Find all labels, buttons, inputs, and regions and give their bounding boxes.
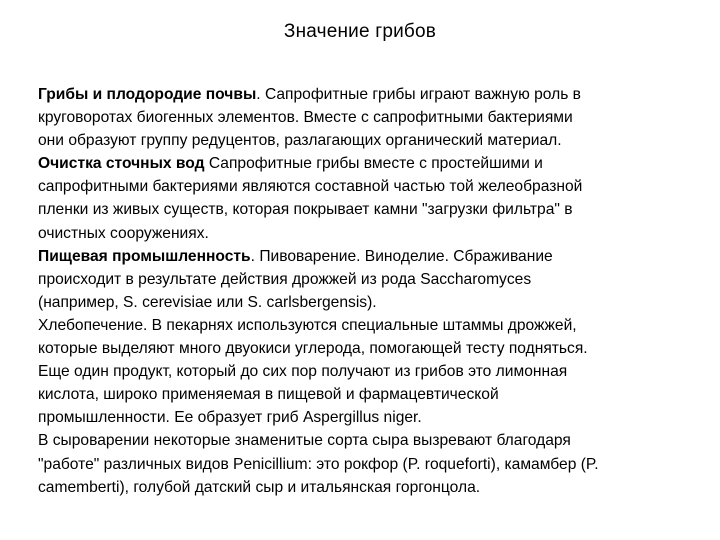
text-line: они образуют группу редуцентов, разлагающих органический материал. [38, 132, 562, 150]
text-line: Хлебопечение. В пекарнях используются специальные штаммы дрожжей, [38, 316, 577, 334]
slide-title: Значение грибов [283, 21, 437, 42]
slide-body [38, 83, 710, 499]
text-line: которые выделяют много двуокиси углерода, помогающей тесту подняться. [38, 340, 588, 358]
heading-food-industry: Пищевая промышленность [38, 247, 251, 265]
text-line: промышленности. Ее образует гриб Aspergillus niger. [38, 409, 422, 427]
text-line [38, 152, 710, 175]
text-line: пленки из живых существ, которая покрывает камни "загрузки фильтра" в [38, 201, 573, 219]
heading-soil-fertility: Грибы и плодородие почвы [38, 86, 257, 103]
text-line: кислота, широко применяемая в пищевой и фармацевтической [38, 386, 499, 404]
text-line [38, 83, 710, 106]
text-line: сапрофитными бактериями являются составной частью той желеобразной [38, 178, 583, 196]
heading-wastewater: Очистка сточных вод [38, 155, 205, 173]
text-line: очистных сооружениях. [38, 224, 209, 242]
text-line: camemberti), голубой датский сыр и итальянская горгонцола. [38, 478, 481, 496]
text-fragment: . Пивоварение. Виноделие. Сбраживание [250, 247, 553, 265]
text-line: происходит в результате действия дрожжей из рода Saccharomyces [38, 270, 532, 288]
text-line: В сыроварении некоторые знаменитые сорта сыра вызревают благодаря [38, 432, 571, 450]
text-line: Еще один продукт, который до сих пор получают из грибов это лимонная [38, 363, 568, 381]
text-fragment: Сапрофитные грибы вместе с простейшими и [204, 155, 543, 173]
text-line: круговоротах биогенных элементов. Вместе с сапрофитными бактериями [38, 109, 573, 127]
text-line [38, 245, 710, 268]
text-line: "работе" различных видов Penicillium: это рокфор (P. roqueforti), камамбер (P. [38, 455, 599, 473]
text-fragment: . Сапрофитные грибы играют важную роль в [256, 86, 581, 103]
text-line: (например, S. cerevisiae или S. carlsbergensis). [38, 293, 377, 311]
